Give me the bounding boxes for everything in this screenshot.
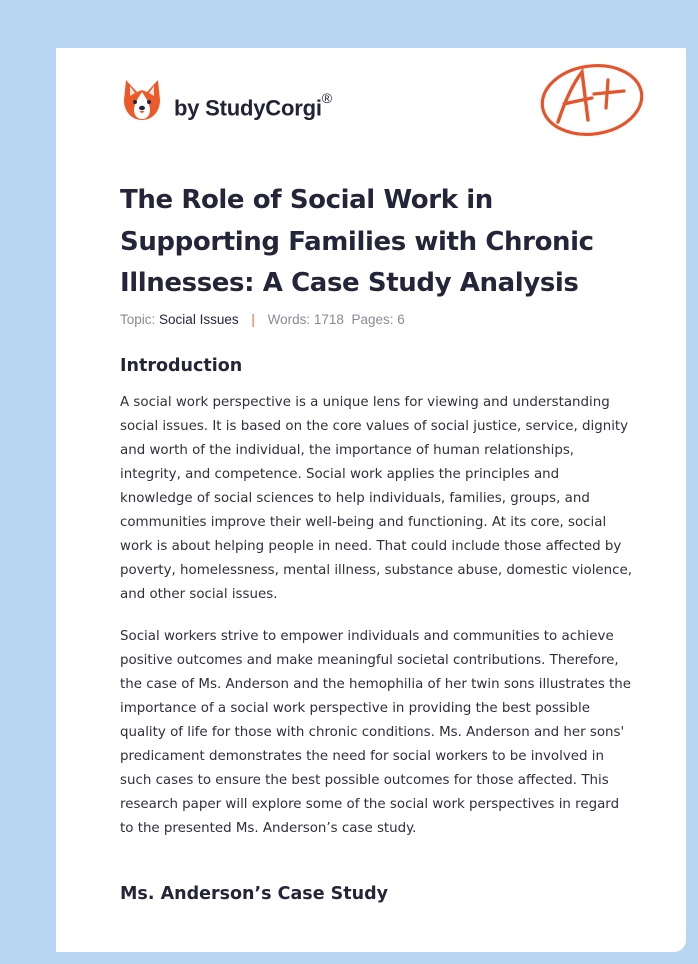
topic-label: Topic: [120,312,156,327]
studycorgi-logo[interactable] [122,76,162,124]
document-meta [120,312,405,327]
corgi-logo-icon [122,78,162,122]
section-heading-introduction: Introduction [120,356,243,376]
document-page [56,48,686,952]
topic-link[interactable]: Social Issues [159,312,239,327]
brand-name[interactable]: by StudyCorgi® [174,90,332,121]
word-count: Words: 1718 [267,312,344,327]
paragraph: Social workers strive to empower individuals and communities to achieve positive outcomes and make meaningful societal contributions. Therefore, the case of Ms. Anderson and the hemophilia of her twin sons illustrates the importance of a social work perspective in providing the best possible quality of life for those with chronic conditions. Ms. Anderson and her sons' predicament demonstrates the need for social workers to be involved in such cases to ensure the best possible outcomes for those affected. This research paper will explore some of the social work perspectives in regard to the presented Ms. Anderson’s case study. [120,629,632,836]
section-heading-case-study: Ms. Anderson’s Case Study [120,884,389,904]
document-title: The Role of Social Work in Supporting Families with Chronic Illnesses: A Case Study Analysis [120,185,594,298]
paragraph: A social work perspective is a unique lens for viewing and understanding social issues. It is based on the core values of social justice, service, dignity and worth of the individual, the importance of human relationships, integrity, and competence. Social work applies the principles and knowledge of social sciences to help individuals, families, groups, and communities improve their well-being and functioning. At its core, social work is about helping people in need. That could include those affected by poverty, homelessness, mental illness, substance abuse, domestic violence, and other social issues. [120,395,633,602]
meta-separator: | [251,312,255,327]
a-plus-grade-icon [536,58,648,140]
page-count: Pages: 6 [351,312,405,327]
